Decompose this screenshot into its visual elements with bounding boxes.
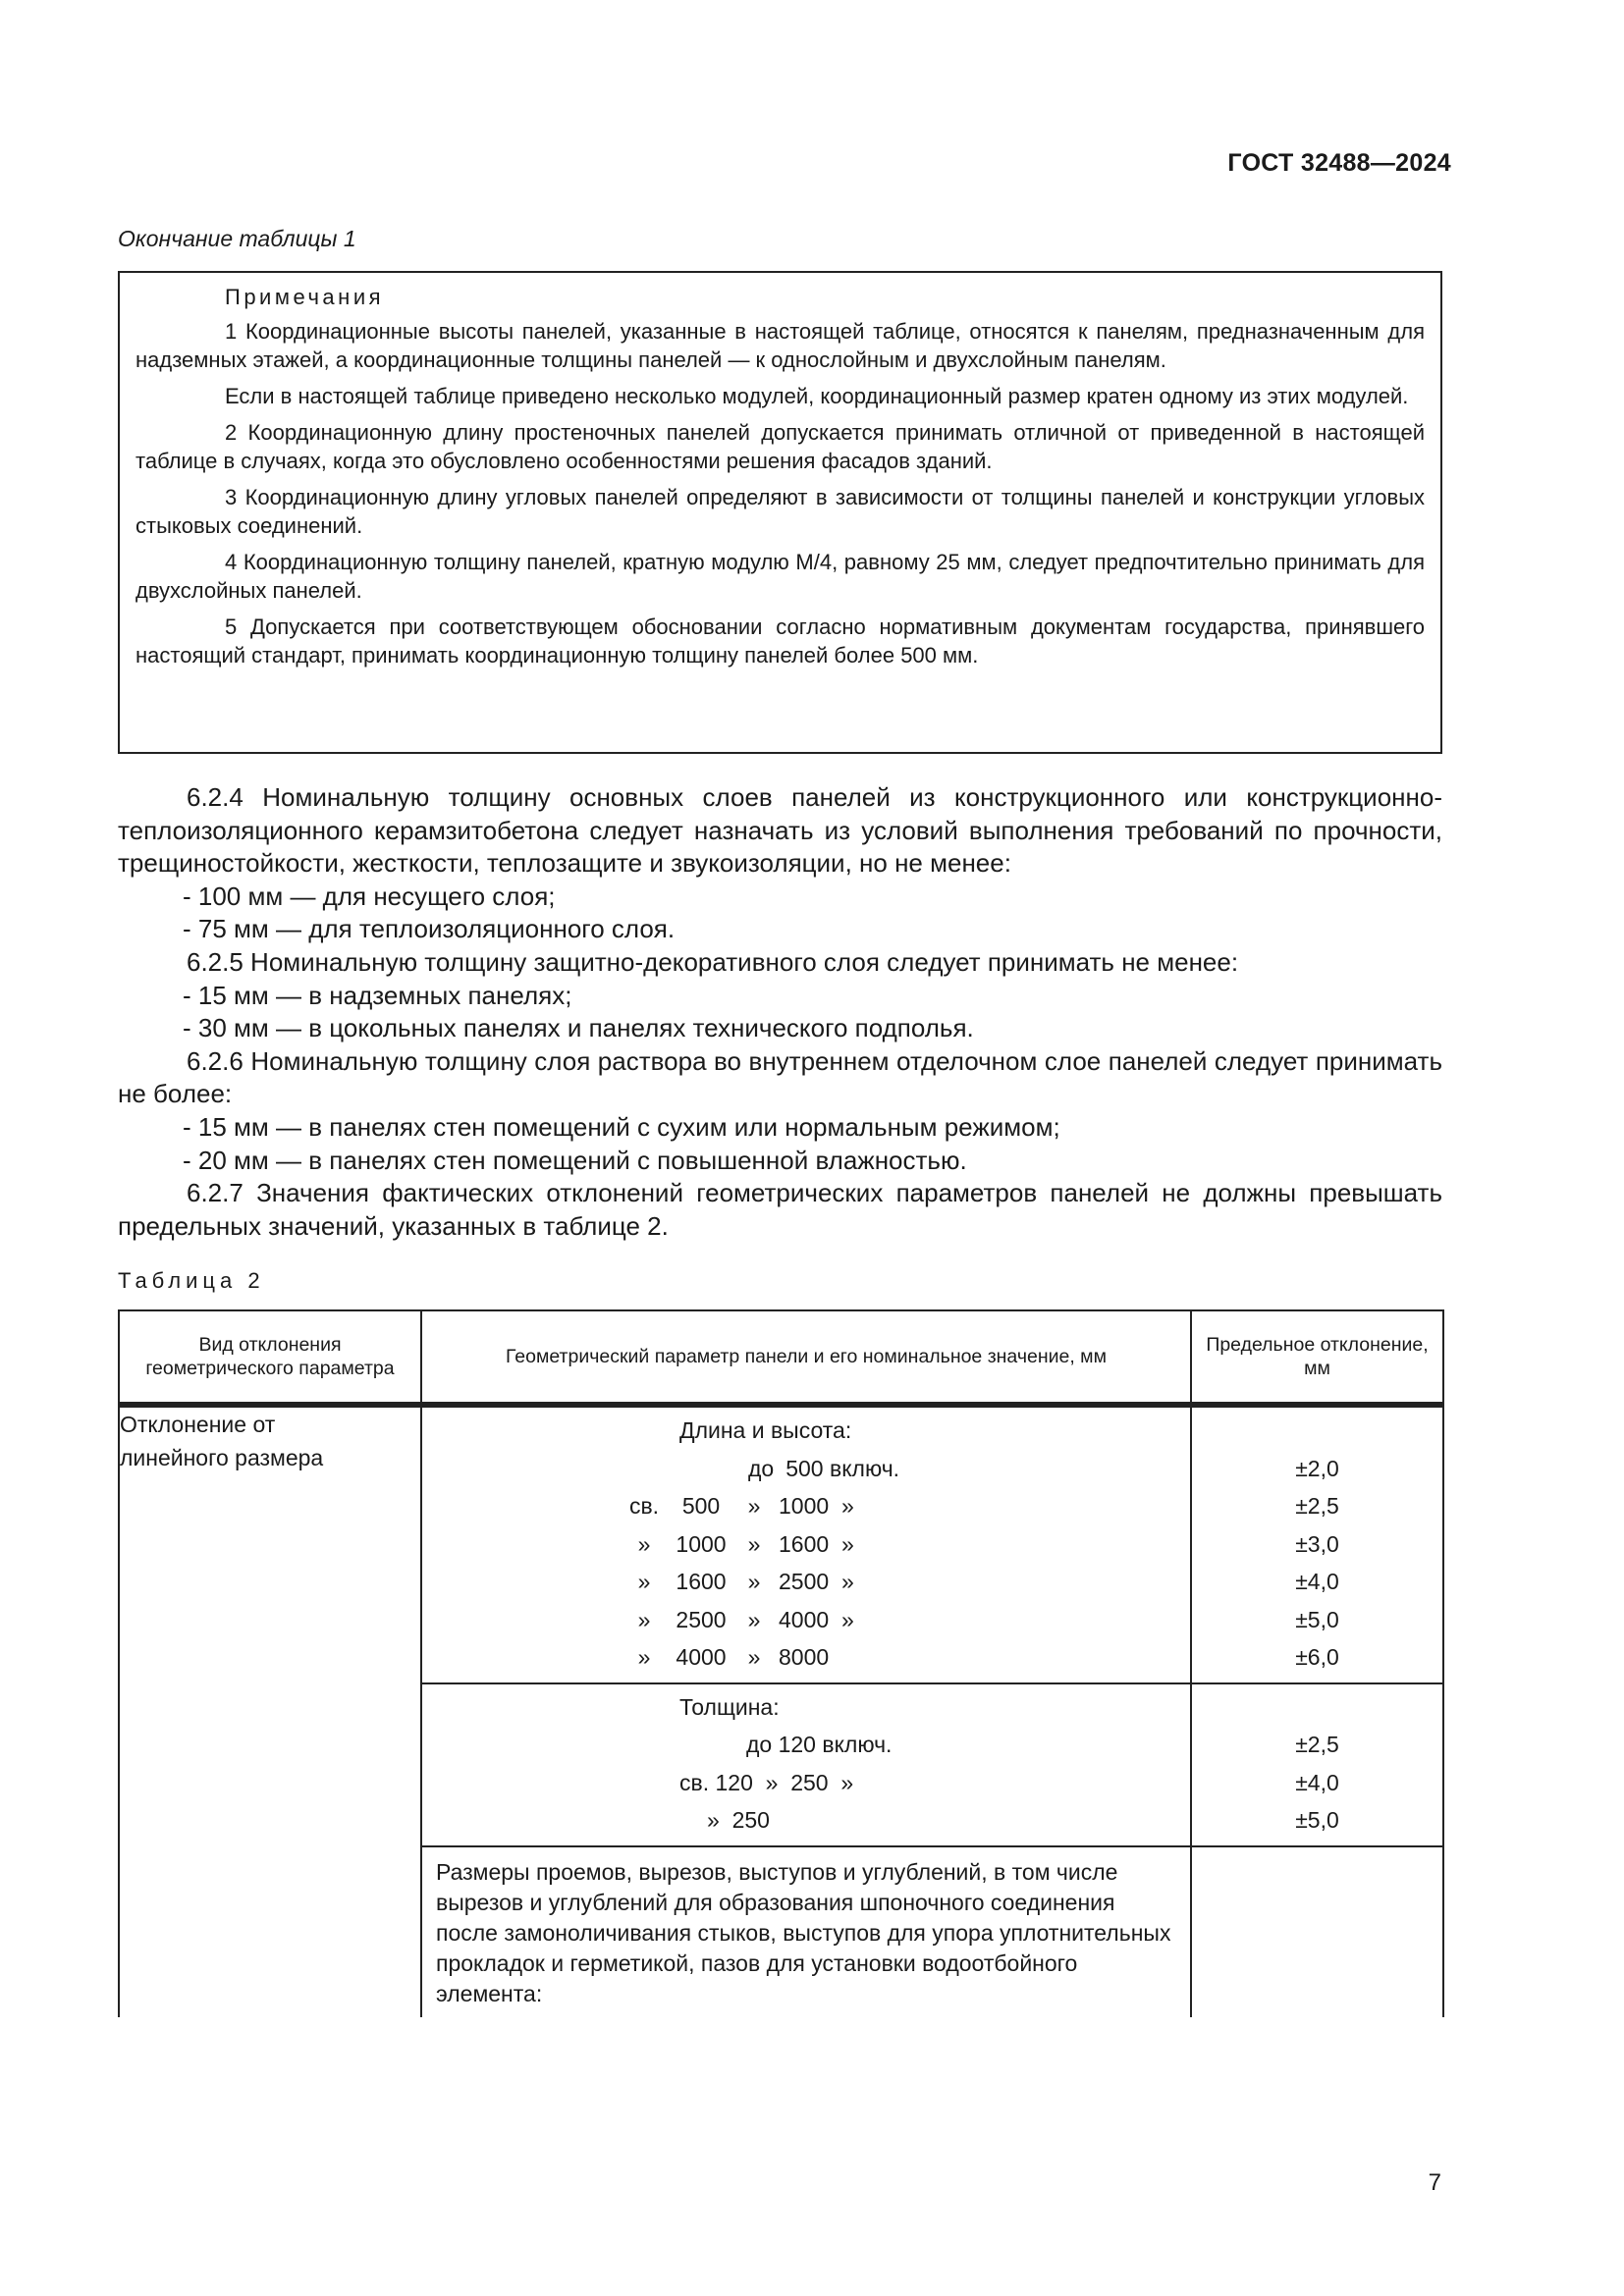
notes-title: Примечания (225, 285, 385, 309)
limit-deviation-value: ±5,0 (1295, 1807, 1339, 1833)
list-item: - 20 мм — в панелях стен помещений с повышенной влажностью. (183, 1145, 967, 1175)
openings-cell (421, 1846, 1191, 2017)
table-2-label: Таблица 2 (118, 1268, 265, 1293)
limit-deviation-value: ±4,0 (1295, 1569, 1339, 1594)
length-row (422, 1525, 1190, 1564)
thickness-deviations (1192, 1726, 1442, 1840)
list-item: - 15 мм — в панелях стен помещений с сухим или нормальным режимом; (183, 1111, 1060, 1142)
thickness-group-cell (421, 1683, 1191, 1846)
length-row-cell: 2500 (676, 1606, 727, 1632)
length-row-cell: 2500 » (779, 1569, 854, 1594)
length-row-cell: 4000 » (779, 1606, 854, 1632)
body-text (118, 781, 1442, 1243)
length-row-cell: » (747, 1569, 761, 1594)
length-row-cell: 500 (681, 1493, 721, 1519)
length-row-cell: до (748, 1455, 775, 1481)
limit-deviation-value: ±2,0 (1295, 1455, 1339, 1481)
openings-deviation-cell (1191, 1846, 1443, 2017)
length-row-cell: » (747, 1644, 761, 1670)
list-item: - 15 мм — в надземных панелях; (183, 980, 572, 1010)
limit-deviation-value: ±5,0 (1295, 1606, 1339, 1632)
length-row (422, 1450, 1190, 1488)
length-group-cell (421, 1406, 1191, 1683)
length-row-cell: » (637, 1530, 651, 1557)
limit-deviation-value: ±6,0 (1295, 1644, 1339, 1670)
length-row-cell: » (747, 1606, 761, 1632)
note-paragraph: Если в настоящей таблице приведено несколько модулей, координационный размер кратен одному из этих модулей. (225, 384, 1409, 408)
length-row (422, 1638, 1190, 1677)
length-row-cell: 1600 (676, 1569, 727, 1594)
length-row (422, 1563, 1190, 1601)
clause-6-2-4: 6.2.4 Номинальную толщину основных слоев панелей из конструкционного или конструкционно-теплоизоляционного керамзитобетона следует назначать из условий выполнения требований по прочности, трещиностойкости, жесткости, теплозащите и звукоизоляции, но не менее: (118, 782, 1442, 879)
limit-deviation-value: ±2,5 (1295, 1732, 1339, 1757)
length-group-title: Длина и высота: (679, 1417, 852, 1443)
length-deviations (1192, 1450, 1442, 1677)
note-paragraph: 2 Координационную длину простеночных панелей допускается принимать отличной от приведенной в настоящей таблице в случаях, когда это обусловлено особенностями решения фасадов зданий. (135, 420, 1425, 473)
thickness-group-title: Толщина: (679, 1693, 780, 1720)
document-code: ГОСТ 32488—2024 (1227, 149, 1451, 177)
table-2 (118, 1309, 1444, 2017)
clause-6-2-5: 6.2.5 Номинальную толщину защитно-декоративного слоя следует принимать не менее: (187, 946, 1239, 977)
length-row-cell: 1000 (676, 1530, 727, 1557)
limit-deviation-value: ±2,5 (1295, 1493, 1339, 1519)
note-paragraph: 5 Допускается при соответствующем обосновании согласно нормативным документам государства, принявшего настоящий стандарт, принимать координационную толщину панелей более 500 мм. (135, 614, 1425, 667)
table-header-row (119, 1310, 1443, 1403)
length-row-cell: 4000 (676, 1644, 727, 1670)
length-row-cell: 1000 » (779, 1493, 854, 1519)
list-item: - 30 мм — в цокольных панелях и панелях технического подполья. (183, 1013, 974, 1043)
clause-6-2-6: 6.2.6 Номинальную толщину слоя раствора во внутреннем отделочном слое панелей следует принимать не более: (118, 1045, 1442, 1109)
table-continuation-caption: Окончание таблицы 1 (118, 226, 356, 251)
thickness-row: св. 120 » 250 » (679, 1769, 854, 1795)
deviation-type-cell (119, 1406, 421, 2017)
length-deviation-cell (1191, 1406, 1443, 1683)
header-parameter: Геометрический параметр панели и его номинальное значение, мм (421, 1310, 1191, 1403)
page-number: 7 (1428, 2169, 1441, 2196)
limit-deviation-value: ±4,0 (1295, 1769, 1339, 1795)
notes-box (118, 271, 1442, 754)
thickness-row: » 250 (707, 1807, 770, 1833)
thickness-rows (422, 1726, 1190, 1840)
length-row-cell: » (747, 1493, 761, 1519)
length-row-cell: св. (628, 1493, 660, 1519)
note-paragraph: 3 Координационную длину угловых панелей определяют в зависимости от толщины панелей и конструкции угловых стыковых соединений. (135, 485, 1425, 538)
length-row-cell: » (637, 1606, 651, 1632)
length-row-cell: » (637, 1569, 651, 1594)
thickness-deviation-cell (1191, 1683, 1443, 1846)
length-row (422, 1601, 1190, 1639)
note-paragraph: 4 Координационную толщину панелей, кратную модулю М/4, равному 25 мм, следует предпочтительно принимать для двухслойных панелей. (135, 550, 1425, 603)
length-row-cell: 8000 (779, 1644, 830, 1670)
length-row-cell: » (637, 1644, 651, 1670)
limit-deviation-value: ±3,0 (1295, 1530, 1339, 1557)
length-row-cell: 1600 » (779, 1530, 854, 1557)
length-row-cell: » (747, 1530, 761, 1557)
length-rows (422, 1450, 1190, 1677)
deviation-type-text: Отклонение от линейного размера (120, 1412, 324, 1470)
length-row (422, 1487, 1190, 1525)
thickness-row: до 120 включ. (746, 1732, 893, 1757)
header-deviation-type: Вид отклонения геометрического параметра (119, 1310, 421, 1403)
openings-text: Размеры проемов, вырезов, выступов и углублений, в том числе вырезов и углублений для образования шпоночного соединения после замоноличивания стыков, выступов для упора уплотнительных прокладок и герметикой, пазов для установки водоотбойного элемента: (436, 1858, 1171, 2006)
table-row (119, 1406, 1443, 1683)
clause-6-2-7: 6.2.7 Значения фактических отклонений геометрических параметров панелей не должны превышать предельных значений, указанных в таблице 2. (118, 1178, 1442, 1241)
note-paragraph: 1 Координационные высоты панелей, указанные в настоящей таблице, относятся к панелям, предназначенным для надземных этажей, а координационные толщины панелей — к однослойным и двухслойным панелям. (135, 319, 1425, 372)
header-limit-deviation: Предельное отклонение, мм (1191, 1310, 1443, 1403)
list-item: - 75 мм — для теплоизоляционного слоя. (183, 914, 676, 944)
list-item: - 100 мм — для несущего слоя; (183, 881, 556, 911)
length-row-cell: 500 включ. (785, 1455, 900, 1481)
